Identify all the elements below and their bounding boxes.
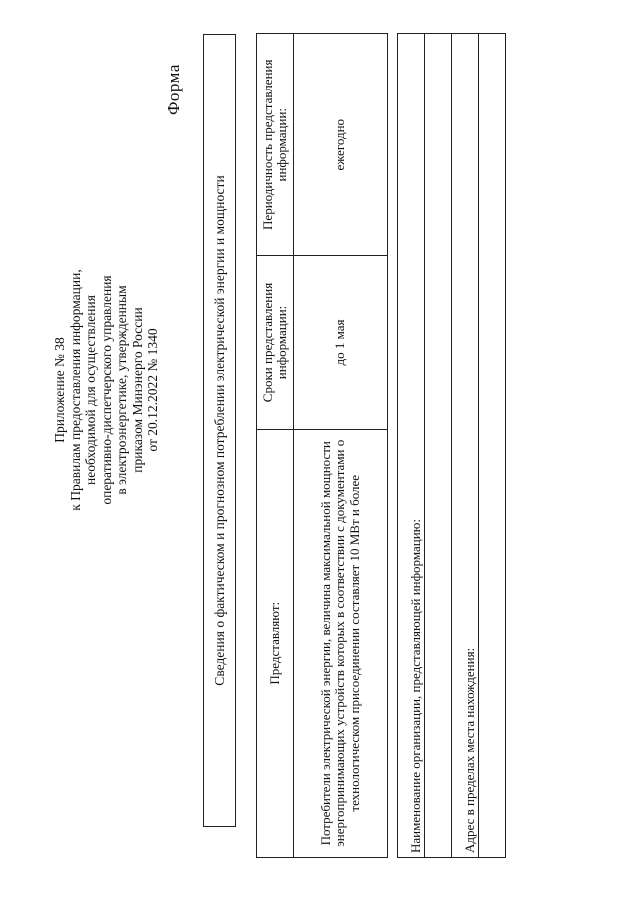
organization-table — [397, 33, 506, 858]
appendix-line: от 20.12.2022 № 1340 — [145, 328, 160, 452]
org-row — [398, 34, 425, 858]
document-title: Сведения о фактическом и прогнозном потреблении электрической энергии и мощности — [203, 34, 236, 827]
header-deadline: Сроки представления информации: — [257, 256, 294, 429]
appendix-line: оперативно-диспетчерского управления — [98, 275, 114, 505]
header-periodicity: Периодичность представления информации: — [257, 34, 294, 256]
appendix-line: приказом Минэнерго России — [129, 307, 145, 473]
appendix-line: в электроэнергетике, утвержденным — [114, 285, 129, 495]
cell-deadline: до 1 мая — [294, 256, 388, 429]
table-header-row — [257, 34, 294, 858]
form-label: Форма — [164, 64, 183, 115]
appendix-line: необходимой для осуществления — [83, 295, 98, 485]
requirements-table — [256, 33, 388, 858]
appendix-header — [52, 210, 161, 570]
cell-submitters: Потребители электрической энергии, величина максимальной мощности энергопринимающих устройств которых в соответствии с документами о технологическом присоединении составляет 10 МВт и более — [294, 429, 388, 857]
org-row — [479, 34, 506, 858]
appendix-line: к Правилам предоставления информации, — [67, 269, 83, 511]
org-name-value[interactable] — [425, 34, 452, 858]
table-row — [294, 34, 388, 858]
header-submitters: Представляют: — [257, 429, 294, 857]
org-address-label: Адрес в пределах места нахождения: — [452, 34, 479, 858]
org-name-label: Наименование организации, представляющей информацию: — [398, 34, 425, 858]
org-address-value[interactable] — [479, 34, 506, 858]
org-row — [425, 34, 452, 858]
org-row — [452, 34, 479, 858]
cell-periodicity: ежегодно — [294, 34, 388, 256]
appendix-line: Приложение № 38 — [52, 337, 67, 443]
